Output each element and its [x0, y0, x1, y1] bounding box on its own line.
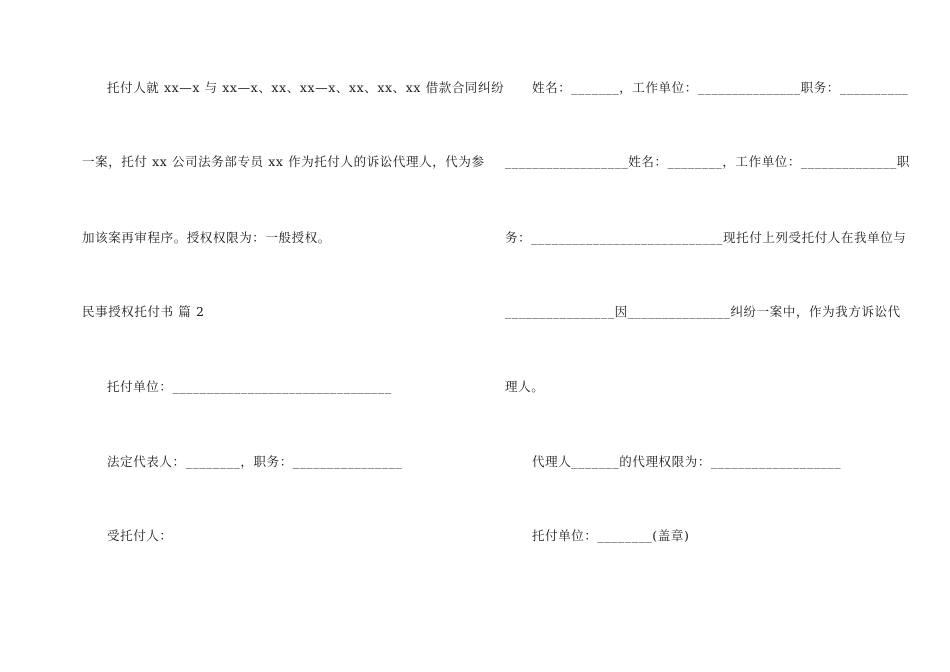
paragraph-line: ________________因_______________纠纷一案中，作为我方诉讼代 — [505, 304, 901, 319]
agent-scope-field: 代理人_______的代理权限为：___________________ — [532, 454, 842, 469]
paragraph-line: 托付人就 xx—x 与 xx—x、xx、xx—x、xx、xx、xx 借款合同纠纷 — [107, 80, 505, 95]
paragraph-line: 务：____________________________现托付上列受托付人在我单位与 — [505, 230, 907, 245]
entrusted-person-label: 受托付人： — [107, 528, 173, 543]
entrusting-unit-field: 托付单位：________________________________ — [107, 379, 392, 394]
paragraph-line: 姓名：_______，工作单位：_______________职务：__________ — [532, 80, 909, 95]
unit-seal-field: 托付单位：________(盖章) — [532, 528, 690, 543]
paragraph-line: 一案，托付 xx 公司法务部专员 xx 作为托付人的诉讼代理人，代为参 — [82, 154, 485, 169]
legal-representative-field: 法定代表人：________，职务：________________ — [107, 454, 403, 469]
paragraph-line: __________________姓名：________，工作单位：______________职 — [505, 154, 910, 169]
section-heading: 民事授权托付书 篇 2 — [82, 304, 205, 319]
paragraph-line: 理人。 — [505, 379, 545, 394]
paragraph-line: 加该案再审程序。授权权限为：一般授权。 — [82, 230, 331, 245]
